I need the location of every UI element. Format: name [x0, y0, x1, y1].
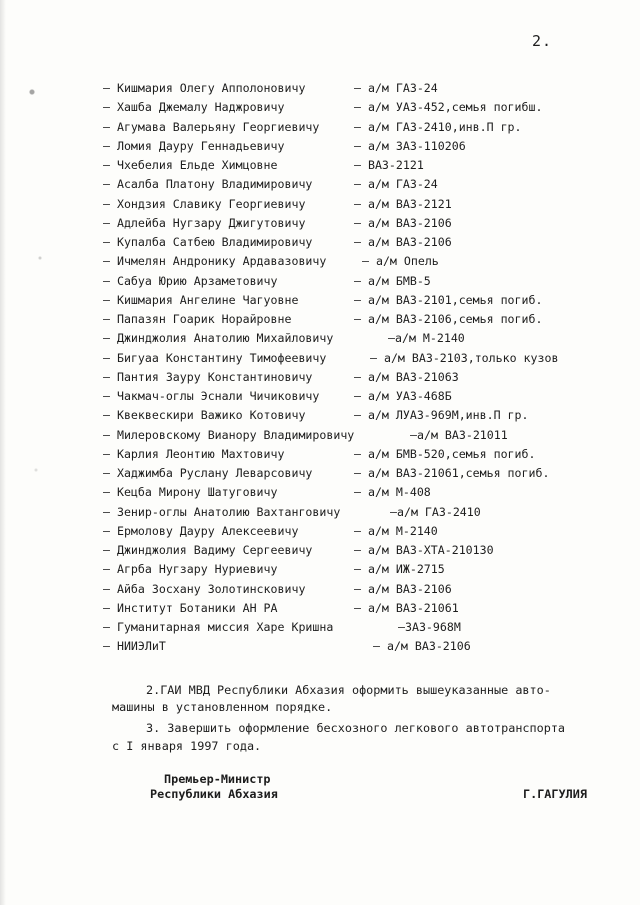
vehicle-description: –ЗАЗ-968М [398, 620, 461, 634]
vehicle-description: – а/м Опель [362, 254, 439, 269]
recipient-name: – Агумава Валерьяну Георгиевичу [103, 119, 320, 134]
recipient-name: – Джинджолия Анатолию Михайловичу [103, 331, 334, 346]
vehicle-description: – а/м ВАЗ-2101,семья погиб. [354, 292, 543, 307]
paragraph-2-line-1: 2.ГАИ МВД Республики Абхазия оформить вышеуказанные авто- [146, 683, 551, 697]
recipient-name: – Зенир-оглы Анатолию Вахтанговичу [103, 504, 341, 519]
recipient-name: – Кишмария Ангелине Чагуовне [103, 292, 299, 307]
vehicle-description: – а/м ГАЗ-24 [354, 177, 438, 192]
vehicle-description: – а/м М-2140 [354, 523, 438, 538]
recipient-name: – Квеквескири Важико Котовичу [103, 408, 306, 423]
recipient-name: – Джинджолия Вадиму Сергеевичу [103, 543, 313, 557]
recipient-name: – Хаджимба Руслану Леварсовичу [103, 466, 313, 480]
recipient-name: – Сабуа Юрию Арзаметовичу [103, 273, 278, 288]
recipient-name: – Кецба Мирону Шатуговичу [103, 485, 278, 500]
recipient-name: – Ломия Дауру Геннадьевичу [103, 138, 285, 153]
vehicle-description: – а/м БМВ-5 [354, 273, 431, 288]
signature-title-line-2: Республики Абхазия [150, 787, 278, 801]
paragraph-3-line-1: 3. Завершить оформление бесхозного легкового автотранспорта [146, 721, 566, 735]
recipient-name: – Ичмелян Андронику Ардавазовичу [103, 254, 327, 269]
page-number: 2. [532, 32, 553, 50]
recipient-name: – Милеровскому Вианору Владимировичу [103, 427, 355, 442]
page-edge-shadow [0, 0, 6, 905]
recipient-name: – Ермолову Дауру Алексеевичу [103, 523, 299, 538]
recipient-name: – Хашба Джемалу Наджровичу [103, 100, 285, 115]
paragraph-3-line-2: с I января 1997 года. [112, 739, 262, 753]
vehicle-description: – а/м ВАЗ-21061 [354, 600, 459, 615]
vehicle-description: – а/м БМВ-520,семья погиб. [354, 446, 536, 461]
vehicle-description: – а/м ВАЗ-2121 [354, 196, 452, 211]
vehicle-description: – а/м ЗАЗ-110206 [354, 138, 466, 153]
recipient-name: – Гуманитарная миссия Харе Кришна [103, 620, 334, 634]
vehicle-description: – а/м ВАЗ-2106 [373, 639, 471, 654]
vehicle-description: – а/м УАЗ-452,семья погибш. [354, 100, 543, 115]
vehicle-description: –а/м М-2140 [388, 331, 465, 346]
recipient-name: – Чхебелия Ельде Химцовне [103, 158, 278, 172]
recipient-name: – Институт Ботаники АН РА [103, 600, 278, 615]
recipient-name: – Бигуаа Константину Тимофеевичу [103, 350, 327, 365]
vehicle-description: – ВАЗ-2121 [354, 158, 424, 172]
recipient-name: – Папазян Гоарик Норайровне [103, 312, 292, 326]
vehicle-description: – а/м УАЗ-468Б [354, 389, 452, 403]
vehicle-description: – а/м ИЖ-2715 [354, 562, 445, 577]
paragraph-2-line-2: машины в установленном порядке. [112, 700, 333, 714]
recipient-name: – Чакмач-оглы Эснали Чичиковичу [103, 389, 320, 403]
recipient-name: – Кишмария Олегу Апполоновичу [103, 81, 306, 95]
vehicle-description: – а/м ВАЗ-2106 [354, 235, 452, 249]
recipient-name: – Купалба Сатбею Владимировичу [103, 235, 313, 249]
vehicle-description: – а/м М-408 [354, 485, 431, 500]
vehicle-description: – а/м ВАЗ-2103,только кузов [370, 350, 559, 365]
recipient-name: – Пантия Зауру Константиновичу [103, 369, 313, 384]
recipient-name: – Хондзия Славику Георгиевичу [103, 196, 306, 211]
vehicle-description: –а/м ВАЗ-21011 [410, 427, 508, 442]
signature-title-line-1: Премьер-Министр [164, 772, 271, 786]
recipient-name: – Асалба Платону Владимировичу [103, 177, 313, 192]
vehicle-description: – а/м ВАЗ-21063 [354, 369, 459, 384]
vehicle-description: – а/м ГАЗ-24 [354, 81, 438, 95]
vehicle-description: – а/м ЛУАЗ-969М,инв.П гр. [354, 408, 529, 423]
recipient-name: – Карлия Леонтию Махтовичу [103, 446, 285, 461]
recipient-name: – Агрба Нугзару Нуриевичу [103, 562, 278, 577]
vehicle-description: – а/м ВАЗ-21061,семья погиб. [354, 466, 550, 480]
vehicle-description: – а/м ВАЗ-2106,семья погиб. [354, 312, 543, 326]
vehicle-description: – а/м ГАЗ-2410,инв.П гр. [354, 119, 522, 134]
recipient-name: – Айба Зосхану Золотинсковичу [103, 581, 306, 596]
vehicle-description: – а/м ВАЗ-2106 [354, 215, 452, 230]
recipient-name: – НИИЭЛиТ [103, 639, 166, 654]
vehicle-description: – а/м ВАЗ-2106 [354, 581, 452, 596]
signature-name: Г.ГАГУЛИЯ [523, 787, 587, 801]
vehicle-description: –а/м ГАЗ-2410 [390, 504, 481, 519]
recipient-name: – Адлейба Нугзару Джигутовичу [103, 215, 306, 230]
vehicle-description: – а/м ВАЗ-ХТА-210130 [354, 543, 494, 557]
